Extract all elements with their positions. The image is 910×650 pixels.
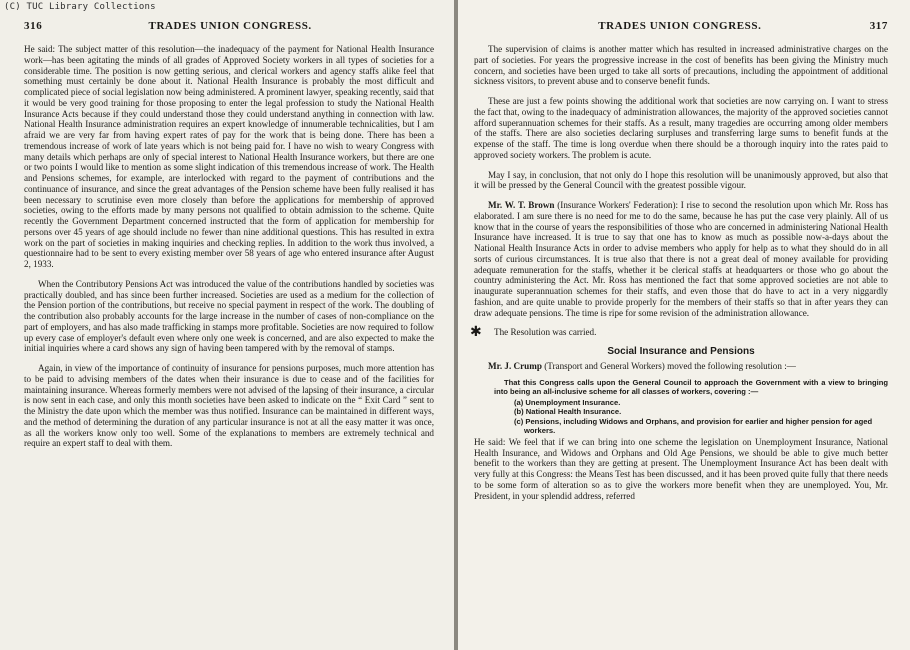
copyright-watermark: (C) TUC Library Collections — [4, 2, 156, 12]
left-page-number: 316 — [24, 20, 43, 32]
resolution-text: That this Congress calls upon the General Council to approach the Government with a view to bringing into being an all-inclusive scheme for all classes of workers, covering :— — [494, 377, 888, 396]
left-running-head — [24, 20, 434, 32]
paragraph: When the Contributory Pensions Act was introduced the value of the contributions handled by societies was practically doubled, and has since been further increased. Societies are used as a medium for the collection of the Pension portion of the contributions, but receive no special payment in respect of the work. The doubling of the contribution also probably accounts for the large increase in the number of cases of non-compliance on the part of employers, and has also made trafficking in stamps more profitable. Societies are now required to follow up every case of employer's default even where only one week is concerned, and are also expected to make the initial inquiries where a card shows any sign of having been tampered with by the removal of stamps. — [24, 278, 434, 354]
asterisk-star-icon: ✱ — [470, 324, 482, 340]
resolution-item: (b) National Health Insurance. — [514, 407, 622, 417]
resolution-carried — [470, 324, 888, 340]
crump-speech: He said: We feel that if we can bring into one scheme the legislation on Unemployment Insurance, National Health Insurance, and Widows and Orphans and Old Age Pensions, we should be able to give much better benefit to the workers than they are getting at present. The Unemployment Insurance Act has been dealt with very fully at this Congress: the Means Test has been discussed, and it has been proved quite fully that there needs to be some form of alteration so as to give the workers more benefit when they are unemployed. You, Mr. President, in your splendid address, referred — [474, 436, 888, 501]
paragraph: He said: The subject matter of this resolution—the inadequacy of the payment for National Health Insurance work—has been agitating the minds of all grades of Approved Society workers in all types of societies for a considerable time. The position is now getting serious, and clerical workers and agency staffs alike feel that something must certainly be done about it. National Health Insurance is probably the most difficult and complicated piece of social legislation now being administered. A prominent lawyer, speaking recently, said that it would be very good training for those proposing to enter the legal profession to study the National Health Insurance Acts because if they could understand those they could understand anything in connection with law. National Health Insurance administration requires an expert knowledge of innumerable technicalities, but I am afraid we are very far from having expert rates of pay for the work that is being done. There has been a tremendous increase of work of late years which is not being paid for. I have no wish to weary Congress with many details which perhaps are only of special interest to National Health Insurance workers, but there are one or two points I would like to mention as some slight indication of this tremendous increase of work. The Health and Pensions schemes, for example, are interlocked with regard to the payment of contributions and the continuance of insurance, and since the great advantages of the Pension scheme have been fully realised it has been necessary to scrutinise even more closely than before the applications for membership of approved societies, owing to the efforts made by many persons not qualified to obtain admission to the scheme. Quite recently the Government Department concerned instructed that the form of application for membership for persons over 45 years of age should include no fewer than nine additional questions. This has resulted in extra work on the part of societies in making inquiries and checking replies. In addition to the work thus involved, a questionnaire had to be sent to every existing member over 58 years of age who entered insurance after August 2, 1933. — [24, 44, 434, 269]
right-page-number: 317 — [869, 20, 888, 32]
paragraph: Again, in view of the importance of continuity of insurance for pensions purposes, much more attention has to be paid to advising members of the dates when their insurance is due to cease and of the facilities for maintaining insurance. Whereas formerly members were not advised of the lapsing of their insurance, a circular is now sent in each case, and only this month societies have been asked to indicate on the “ Exit Card ” sent to the Ministry the date upon which the member was thus notified. Insurance can be maintained in different ways, and the method of determining the duration of any particular insurance is not at all the easy matter it was once, as all the workers know only too well. Some of the explanations to members are extremely technical and require an expert staff to deal with them. — [24, 363, 434, 449]
paragraph: The supervision of claims is another matter which has resulted in increased administrative charges on the part of societies. For years the progressive increase in the cost of benefits has been giving the Ministry much concern, and societies have been urged to take all sorts of precautions, including the appointment of additional sickness visitors, to prevent abuse and to conserve benefit funds. — [474, 44, 888, 87]
section-heading: Social Insurance and Pensions — [607, 346, 755, 357]
crump-intro — [474, 361, 888, 372]
resolution-item: (c) Pensions, including Widows and Orphans, and provision for earlier and higher pension for aged workers. — [514, 416, 873, 435]
speaker-name: Mr. W. T. Brown — [488, 200, 555, 210]
left-page — [0, 0, 454, 650]
brown-speech — [474, 200, 888, 318]
speaker-name: Mr. J. Crump — [488, 361, 542, 371]
resolution-item: (a) Unemployment Insurance. — [514, 398, 621, 408]
left-running-title: TRADES UNION CONGRESS. — [148, 20, 312, 32]
right-running-head — [474, 20, 888, 32]
right-running-title: TRADES UNION CONGRESS. — [598, 20, 762, 32]
paragraph: These are just a few points showing the additional work that societies are now carrying on. I want to stress the fact that, owing to the inadequacy of administration allowances, the majority of the approved societies cannot afford superannuation schemes for their staffs. As a result, many tragedies are occurring among older members of the staffs. There are also societies declaring surpluses and transferring large sums to benefit funds at the expense of the staff. The time is long overdue when there should be a thorough inquiry into the rates paid to approved society workers. The problem is acute. — [474, 96, 888, 160]
carried-text: The Resolution was carried. — [494, 327, 597, 338]
paragraph: May I say, in conclusion, that not only do I hope this resolution will be unanimously approved, but also that it will be pressed by the General Council with the greatest possible vigour. — [474, 169, 888, 191]
right-page — [458, 0, 910, 650]
speech-text: (Insurance Workers' Federation): I rise to second the resolution upon which Mr. Ross has elaborated. I am sure there is no need for me to do the same, because he has put the case very plainly. All of us know that in the course of years the responsibilities of those who are concerned in administering National Health Insurance have increased. It is true to say that one has to know as much as possible now-a-days about the National Health Insurance Acts in order to advise members who apply for help as to what they should do in all sorts of curious circumstances. It is true also that there is not a great deal of money available for providing adequate remuneration for the staffs, whether it be clerical staffs at headquarters or those who go about the country administering the Act. Mr. Ross has mentioned the fact that some approved societies are not able to inaugurate superannuation schemes for their staffs, and even those that do have to act in a very niggardly fashion, and are quite unable to provide properly for the members of their staffs so that in after years they can draw adequate pensions. The time is ripe for some revision of the administration allowance. — [474, 200, 889, 318]
intro-text: (Transport and General Workers) moved the following resolution :— — [541, 361, 796, 371]
